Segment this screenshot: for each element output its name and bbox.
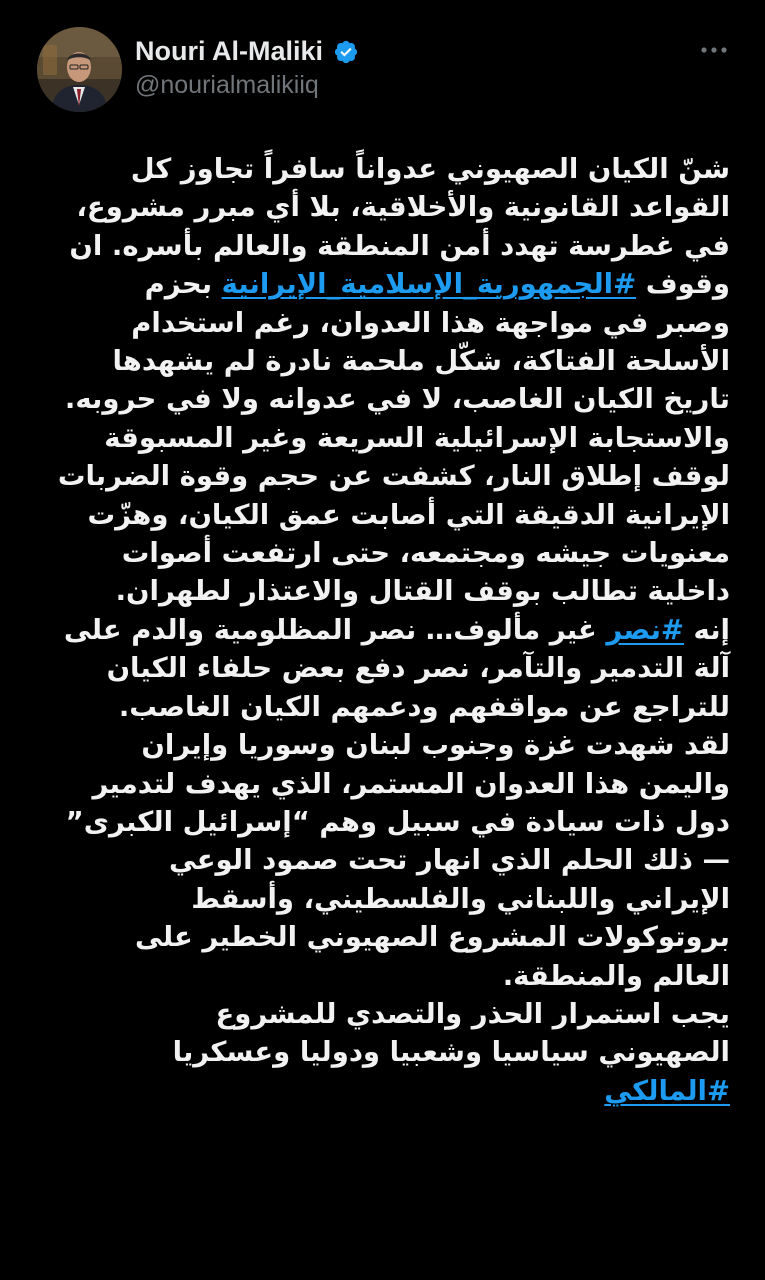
tweet-text — [40, 150, 730, 1110]
tweet-line — [40, 726, 730, 764]
tweet-text-segment: والاستجابة الإسرائيلية السريعة وغير المسبوقة — [104, 421, 730, 454]
author-info — [135, 36, 359, 100]
tweet-text-segment: إنه — [683, 613, 730, 646]
tweet-line — [40, 803, 730, 841]
tweet-text-segment: في غطرسة تهدد أمن المنطقة والعالم بأسره. ان — [69, 229, 730, 262]
tweet-text-segment: — ذلك الحلم الذي انهار تحت صمود الوعي — [168, 844, 730, 877]
tweet-text-segment: تاريخ الكيان الغاصب، لا في عدوانه ولا في حروبه. — [64, 383, 730, 416]
tweet-line — [40, 688, 730, 726]
tweet-line — [40, 841, 730, 879]
tweet-text-segment: وصبر في مواجهة هذا العدوان، رغم استخدام — [131, 306, 730, 339]
tweet-line — [40, 496, 730, 534]
tweet-text-segment: دول ذات سيادة في سبيل وهم “إسرائيل الكبرى” — [65, 805, 730, 838]
tweet-text-segment: آلة التدمير والتآمر، نصر دفع بعض حلفاء الكيان — [106, 652, 730, 685]
hashtag-link[interactable]: #الجمهورية_الإسلامية_الإيرانية — [221, 268, 637, 301]
tweet-line — [40, 380, 730, 418]
more-options-icon[interactable] — [697, 38, 731, 62]
hashtag-link[interactable]: #نصر — [606, 613, 684, 646]
tweet-text-segment: الإيراني واللبناني والفلسطيني، وأسقط — [191, 882, 730, 915]
tweet-text-segment: الأسلحة الفتاكة، شكّل ملحمة نادرة لم يشهدها — [112, 345, 730, 378]
author-display-name[interactable]: Nouri Al-Maliki — [135, 36, 324, 66]
author-avatar[interactable] — [37, 27, 122, 112]
tweet-line — [40, 995, 730, 1033]
tweet-line — [40, 918, 730, 956]
tweet-text-segment: معنويات جيشه ومجتمعه، حتى ارتفعت أصوات — [121, 537, 730, 570]
tweet-line — [40, 227, 730, 265]
tweet-line — [40, 1072, 730, 1110]
tweet-text-segment: يجب استمرار الحذر والتصدي للمشروع — [215, 997, 730, 1030]
tweet-text-segment: الصهيوني سياسيا وشعبيا ودوليا وعسكريا — [172, 1036, 730, 1069]
tweet-line — [40, 304, 730, 342]
tweet-line — [40, 649, 730, 687]
tweet-text-segment: واليمن هذا العدوان المستمر، الذي يهدف لتدمير — [92, 767, 730, 800]
tweet-line — [40, 880, 730, 918]
tweet-line — [40, 534, 730, 572]
tweet-text-segment: بحزم — [144, 268, 222, 301]
verified-badge-icon — [333, 39, 359, 65]
author-handle[interactable]: @nourialmalikiiq — [135, 71, 319, 99]
tweet-header — [0, 0, 765, 130]
tweet-text-segment: وقوف — [636, 268, 730, 301]
tweet-text-segment: لقد شهدت غزة وجنوب لبنان وسوريا وإيران — [141, 729, 730, 762]
tweet-text-segment: داخلية تطالب بوقف القتال والاعتذار لطهران. — [115, 575, 730, 608]
tweet-line — [40, 957, 730, 995]
tweet-text-segment: غير مألوف… نصر المظلومية والدم على — [63, 613, 607, 646]
tweet-line — [40, 419, 730, 457]
tweet-line — [40, 342, 730, 380]
tweet-text-segment: القواعد القانونية والأخلاقية، بلا أي مبرر مشروع، — [76, 191, 730, 224]
tweet-text-segment: لوقف إطلاق النار، كشفت عن حجم وقوة الضربات — [57, 460, 730, 493]
tweet-text-segment: بروتوكولات المشروع الصهيوني الخطير على — [134, 921, 730, 954]
tweet-line — [40, 1033, 730, 1071]
hashtag-link[interactable]: #المالكي — [604, 1074, 730, 1107]
tweet-line — [40, 611, 730, 649]
tweet-line — [40, 457, 730, 495]
tweet-text-segment: شنّ الكيان الصهيوني عدواناً سافراً تجاوز كل — [130, 153, 730, 185]
tweet-line — [40, 572, 730, 610]
tweet-text-segment: العالم والمنطقة. — [502, 959, 730, 992]
tweet-line — [40, 150, 730, 188]
tweet-line — [40, 265, 730, 303]
tweet-text-segment: للتراجع عن مواقفهم ودعمهم الكيان الغاصب. — [118, 690, 730, 723]
tweet-line — [40, 765, 730, 803]
tweet-line — [40, 188, 730, 226]
tweet-text-segment: الإيرانية الدقيقة التي أصابت عمق الكيان، وهزّت — [87, 498, 730, 531]
profile-photo — [37, 27, 122, 112]
